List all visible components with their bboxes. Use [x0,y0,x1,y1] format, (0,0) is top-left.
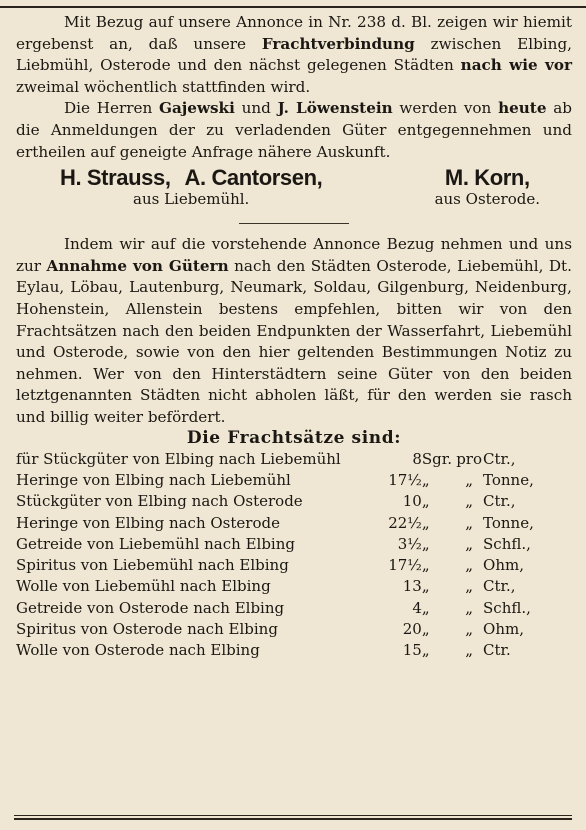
rate-amount: 20 [402,620,422,639]
rate-amount: 17½ [388,470,422,489]
rate-currency: „ [421,641,430,660]
rate-per: „ [465,470,473,489]
rate-currency: „ [421,598,430,617]
rate-unit: Schfl., [483,598,531,617]
rate-currency: „ [421,577,430,596]
rate-route: Wolle von Osterode nach Elbing [16,641,260,660]
rate-per: „ [465,534,473,553]
rate-per: „ [465,556,473,575]
rate-unit: Ohm, [483,556,524,575]
rate-per: „ [465,492,473,511]
rate-currency: „ [421,513,430,532]
rate-route: Getreide von Liebemühl nach Elbing [16,534,295,553]
city-osterode: aus Osterode. [434,190,540,209]
table-row [16,619,572,640]
rate-route: Spiritus von Osterode nach Elbing [16,620,278,639]
rate-amount: 15 [402,641,422,660]
signature-group-osterode [435,166,540,209]
rate-currency: „ [421,470,430,489]
rate-amount: 22½ [388,513,422,532]
table-row [16,491,572,512]
rate-per: „ [465,641,473,660]
section-divider [239,223,349,224]
rate-amount: 3½ [397,534,422,553]
notice-paragraph-3: Indem wir auf die vorstehende Annonce Bezug nehmen und uns zur Annahme von Gütern nach den Städten Osterode, Liebemühl, Dt. Eylau, Löbau, Lautenburg, Neumark, Soldau, Gilgenburg, Neidenburg, Hohenstein, Allenstein bestens empfehlen, bitten wir von den Frachtsätzen nach den beiden Endpunkten der Wasserfahrt, Liebemühl und Osterode, sowie von den hier geltenden Bestimmungen Notiz zu nehmen. Wer von den Hinterstädtern seine Güter von den beiden letztgenannten Städten nicht abholen läßt, für den werden sie rasch und billig weiter befördert. [16,235,572,426]
rate-currency: „ [421,620,430,639]
rate-per: „ [465,598,473,617]
table-row [16,512,572,533]
signature-block [16,166,572,209]
rate-unit: Ctr., [483,577,516,596]
table-row [16,598,572,619]
notice-paragraph-2: Die Herren Gajewski und J. Löwenstein werden von heute ab die Anmeldungen der zu verladenden Güter entgegennehmen und ertheilen auf geneigte Anfrage nähere Auskunft. [16,99,572,161]
rate-unit: Tonne, [483,513,534,532]
rate-route: Spiritus von Liebemühl nach Elbing [16,556,289,575]
notice-paragraph-1: Mit Bezug auf unsere Annonce in Nr. 238 d. Bl. zeigen wir hiemit ergebenst an, daß unsere Frachtverbindung zwischen Elbing, Liebmühl, Osterode und den nächst gelegenen Städten nach wie vor zweimal wöchentlich stattfinden wird. [16,13,572,96]
rate-unit: Tonne, [483,470,534,489]
signature-group-liebemuehl [60,166,322,209]
rate-amount: 10 [402,492,422,511]
city-liebemuehl: aus Liebemühl. [133,190,250,209]
top-rule [0,6,586,8]
rates-table [16,449,572,662]
table-row [16,576,572,597]
rate-route: Wolle von Liebemühl nach Elbing [16,577,271,596]
table-row [16,449,572,470]
rate-route: Heringe von Elbing nach Liebemühl [16,470,291,489]
rate-currency: „ [421,492,430,511]
rate-route: Stückgüter von Elbing nach Osterode [16,492,303,511]
rate-unit: Schfl., [483,534,531,553]
rate-currency: „ [421,556,430,575]
rate-amount: 8 [412,449,422,468]
rate-per: „ [465,513,473,532]
table-row [16,534,572,555]
rate-amount: 13 [402,577,422,596]
signatory-cantorsen: A. Cantorsen, [184,165,323,191]
table-row [16,555,572,576]
signatory-strauss: H. Strauss, [60,165,171,191]
bottom-rule-thick [14,818,572,820]
rate-unit: Ctr., [483,492,516,511]
rate-route: für Stückgüter von Elbing nach Liebemühl [16,449,341,468]
table-row [16,470,572,491]
bottom-rule-thin [14,815,572,816]
rate-currency: Sgr. [421,449,453,468]
rate-route: Getreide von Osterode nach Elbing [16,598,285,617]
table-row [16,640,572,661]
rate-unit: Ctr., [483,449,516,468]
rates-heading: Die Frachtsätze sind: [186,427,402,448]
rate-amount: 4 [412,598,422,617]
rate-per: „ [465,620,473,639]
signatory-korn: M. Korn, [444,165,530,191]
rate-per: pro [456,449,483,468]
rate-amount: 17½ [388,556,422,575]
rate-unit: Ohm, [483,620,524,639]
rate-unit: Ctr. [483,641,511,660]
rate-currency: „ [421,534,430,553]
rate-route: Heringe von Elbing nach Osterode [16,513,280,532]
rate-per: „ [465,577,473,596]
